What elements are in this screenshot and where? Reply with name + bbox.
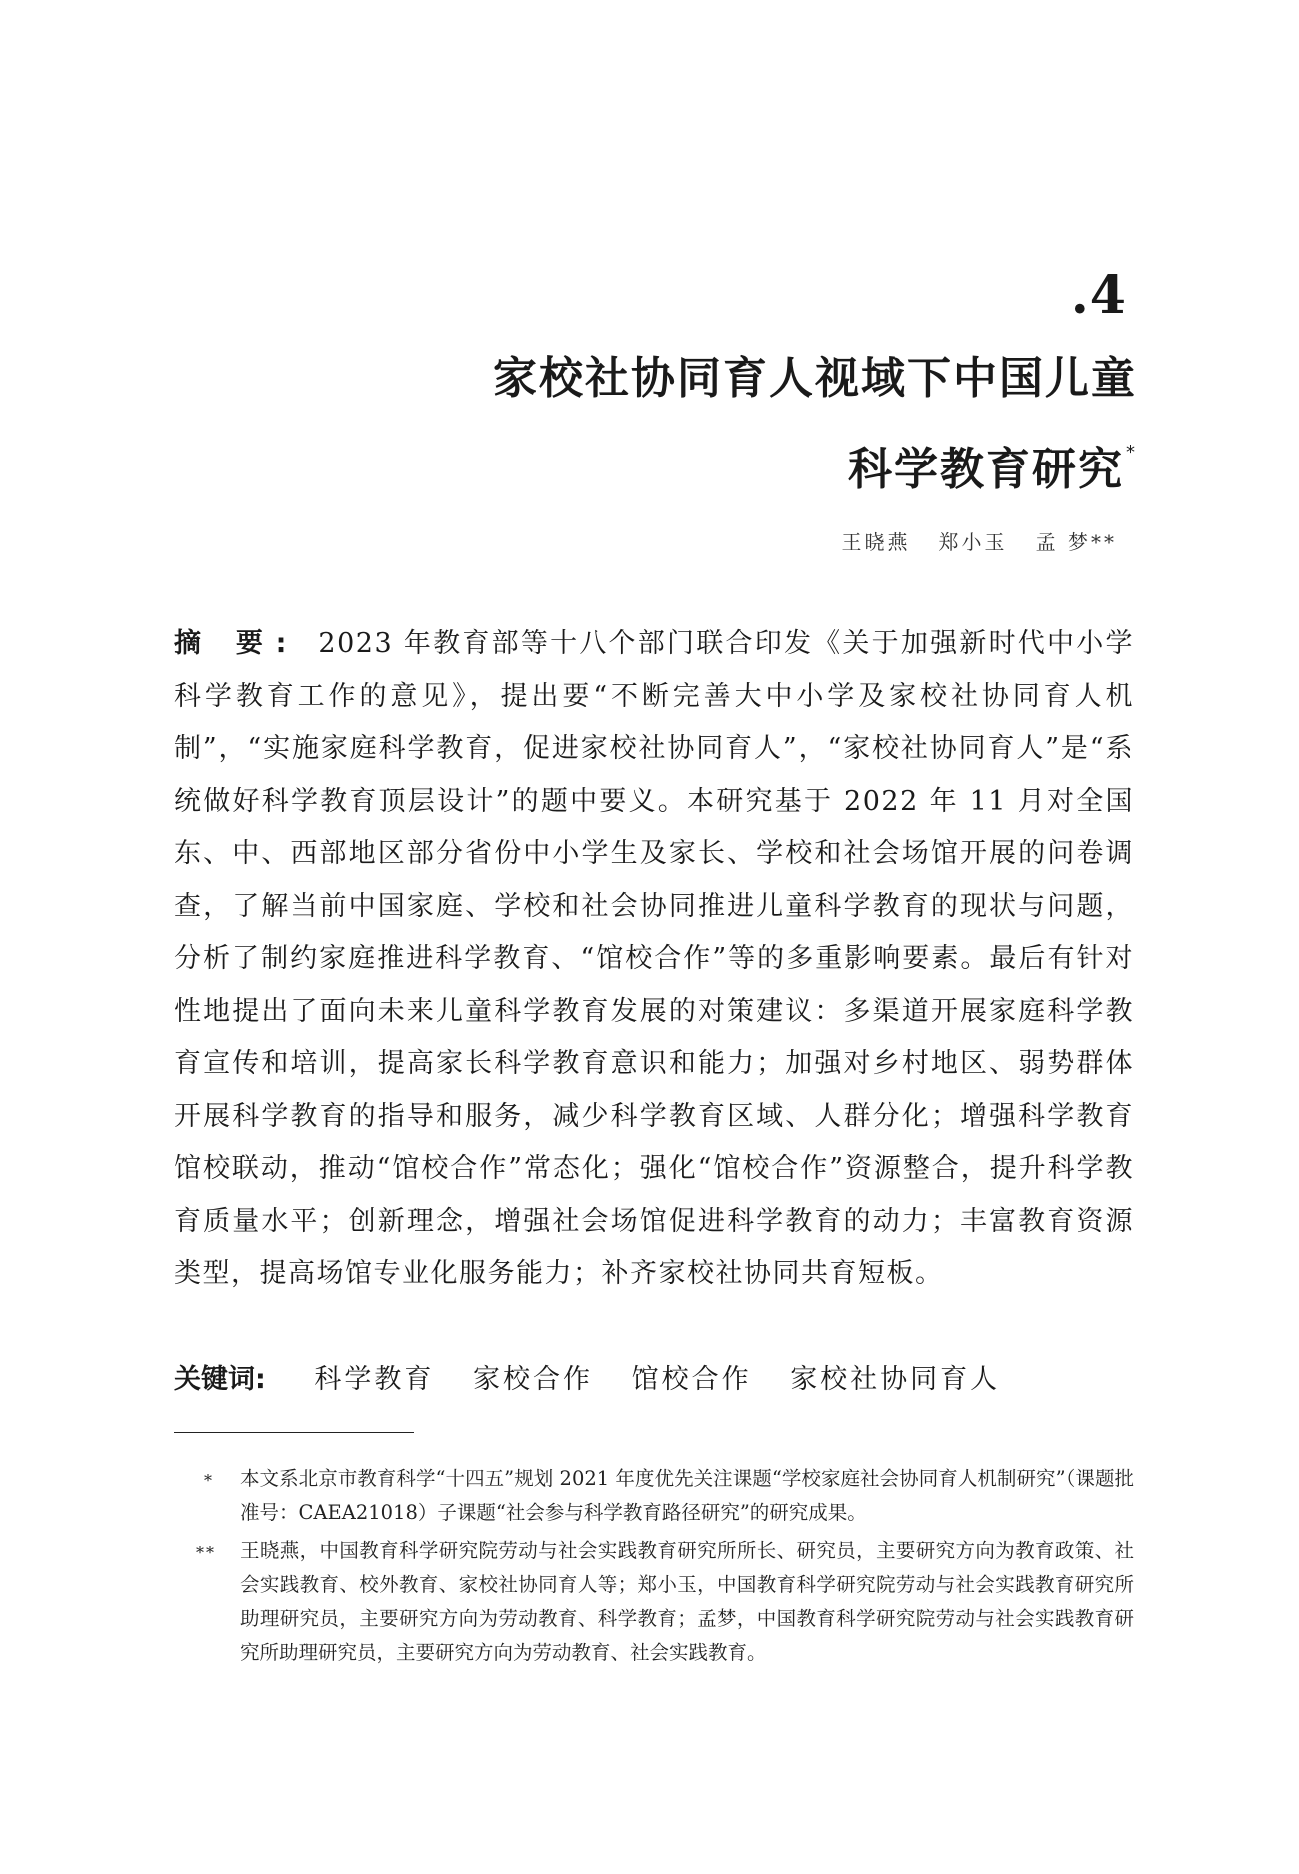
abstract-label: 摘 要:	[174, 628, 299, 659]
keyword: 家校社协同育人	[790, 1364, 1001, 1395]
author-list: 王晓燕 郑小玉 孟 梦**	[841, 530, 1117, 554]
footnotes	[174, 1462, 1134, 1674]
footnote-item	[174, 1534, 1134, 1670]
article-title	[237, 342, 1137, 507]
chapter-number: .4	[1070, 265, 1127, 326]
title-footnote-mark: *	[1126, 442, 1137, 463]
keyword: 家校合作	[473, 1364, 593, 1395]
footnote-text: 本文系北京市教育科学“十四五”规划 2021 年度优先关注课题“学校家庭社会协同育人机制研究”（课题批准号：CAEA21018）子课题“社会参与科学教育路径研究”的研究成果。	[240, 1467, 1134, 1524]
keywords	[174, 1360, 1134, 1400]
title-line-1: 家校社协同育人视域下中国儿童	[493, 353, 1137, 404]
keyword: 馆校合作	[631, 1364, 752, 1395]
footnote-mark: *	[204, 1471, 214, 1490]
footnote-mark: **	[196, 1543, 216, 1562]
abstract	[174, 618, 1134, 1301]
keyword: 科学教育	[314, 1364, 435, 1395]
keywords-label: 关键词:	[174, 1364, 266, 1395]
title-line-2-text: 科学教育研究	[848, 444, 1124, 495]
footnote-text: 王晓燕，中国教育科学研究院劳动与社会实践教育研究所所长、研究员，主要研究方向为教育政策、社会实践教育、校外教育、家校社协同育人等；郑小玉，中国教育科学研究院劳动与社会实践教育研究所助理研究员，主要研究方向为劳动教育、科学教育；孟梦，中国教育科学研究院劳动与社会实践教育研究所助理研究员，主要研究方向为劳动教育、社会实践教育。	[240, 1539, 1134, 1664]
footnote-divider	[174, 1432, 414, 1433]
title-line-2	[237, 416, 1137, 507]
abstract-text: 2023 年教育部等十八个部门联合印发《关于加强新时代中小学科学教育工作的意见》，提出要“不断完善大中小学及家校社协同育人机制”，“实施家庭科学教育，促进家校社协同育人”，“家校社协同育人”是“系统做好科学教育顶层设计”的题中要义。本研究基于 2022 年 11 月对全国东、中、西部地区部分省份中小学生及家长、学校和社会场馆开展的问卷调查，了解当前中国家庭、学校和社会协同推进儿童科学教育的现状与问题，分析了制约家庭推进科学教育、“馆校合作”等的多重影响要素。最后有针对性地提出了面向未来儿童科学教育发展的对策建议：多渠道开展家庭科学教育宣传和培训，提高家长科学教育意识和能力；加强对乡村地区、弱势群体开展科学教育的指导和服务，减少科学教育区域、人群分化；增强科学教育馆校联动，推动“馆校合作”常态化；强化“馆校合作”资源整合，提升科学教育质量水平；创新理念，增强社会场馆促进科学教育的动力；丰富教育资源类型，提高场馆专业化服务能力；补齐家校社协同共育短板。	[174, 628, 1135, 1289]
footnote-item	[174, 1462, 1134, 1530]
